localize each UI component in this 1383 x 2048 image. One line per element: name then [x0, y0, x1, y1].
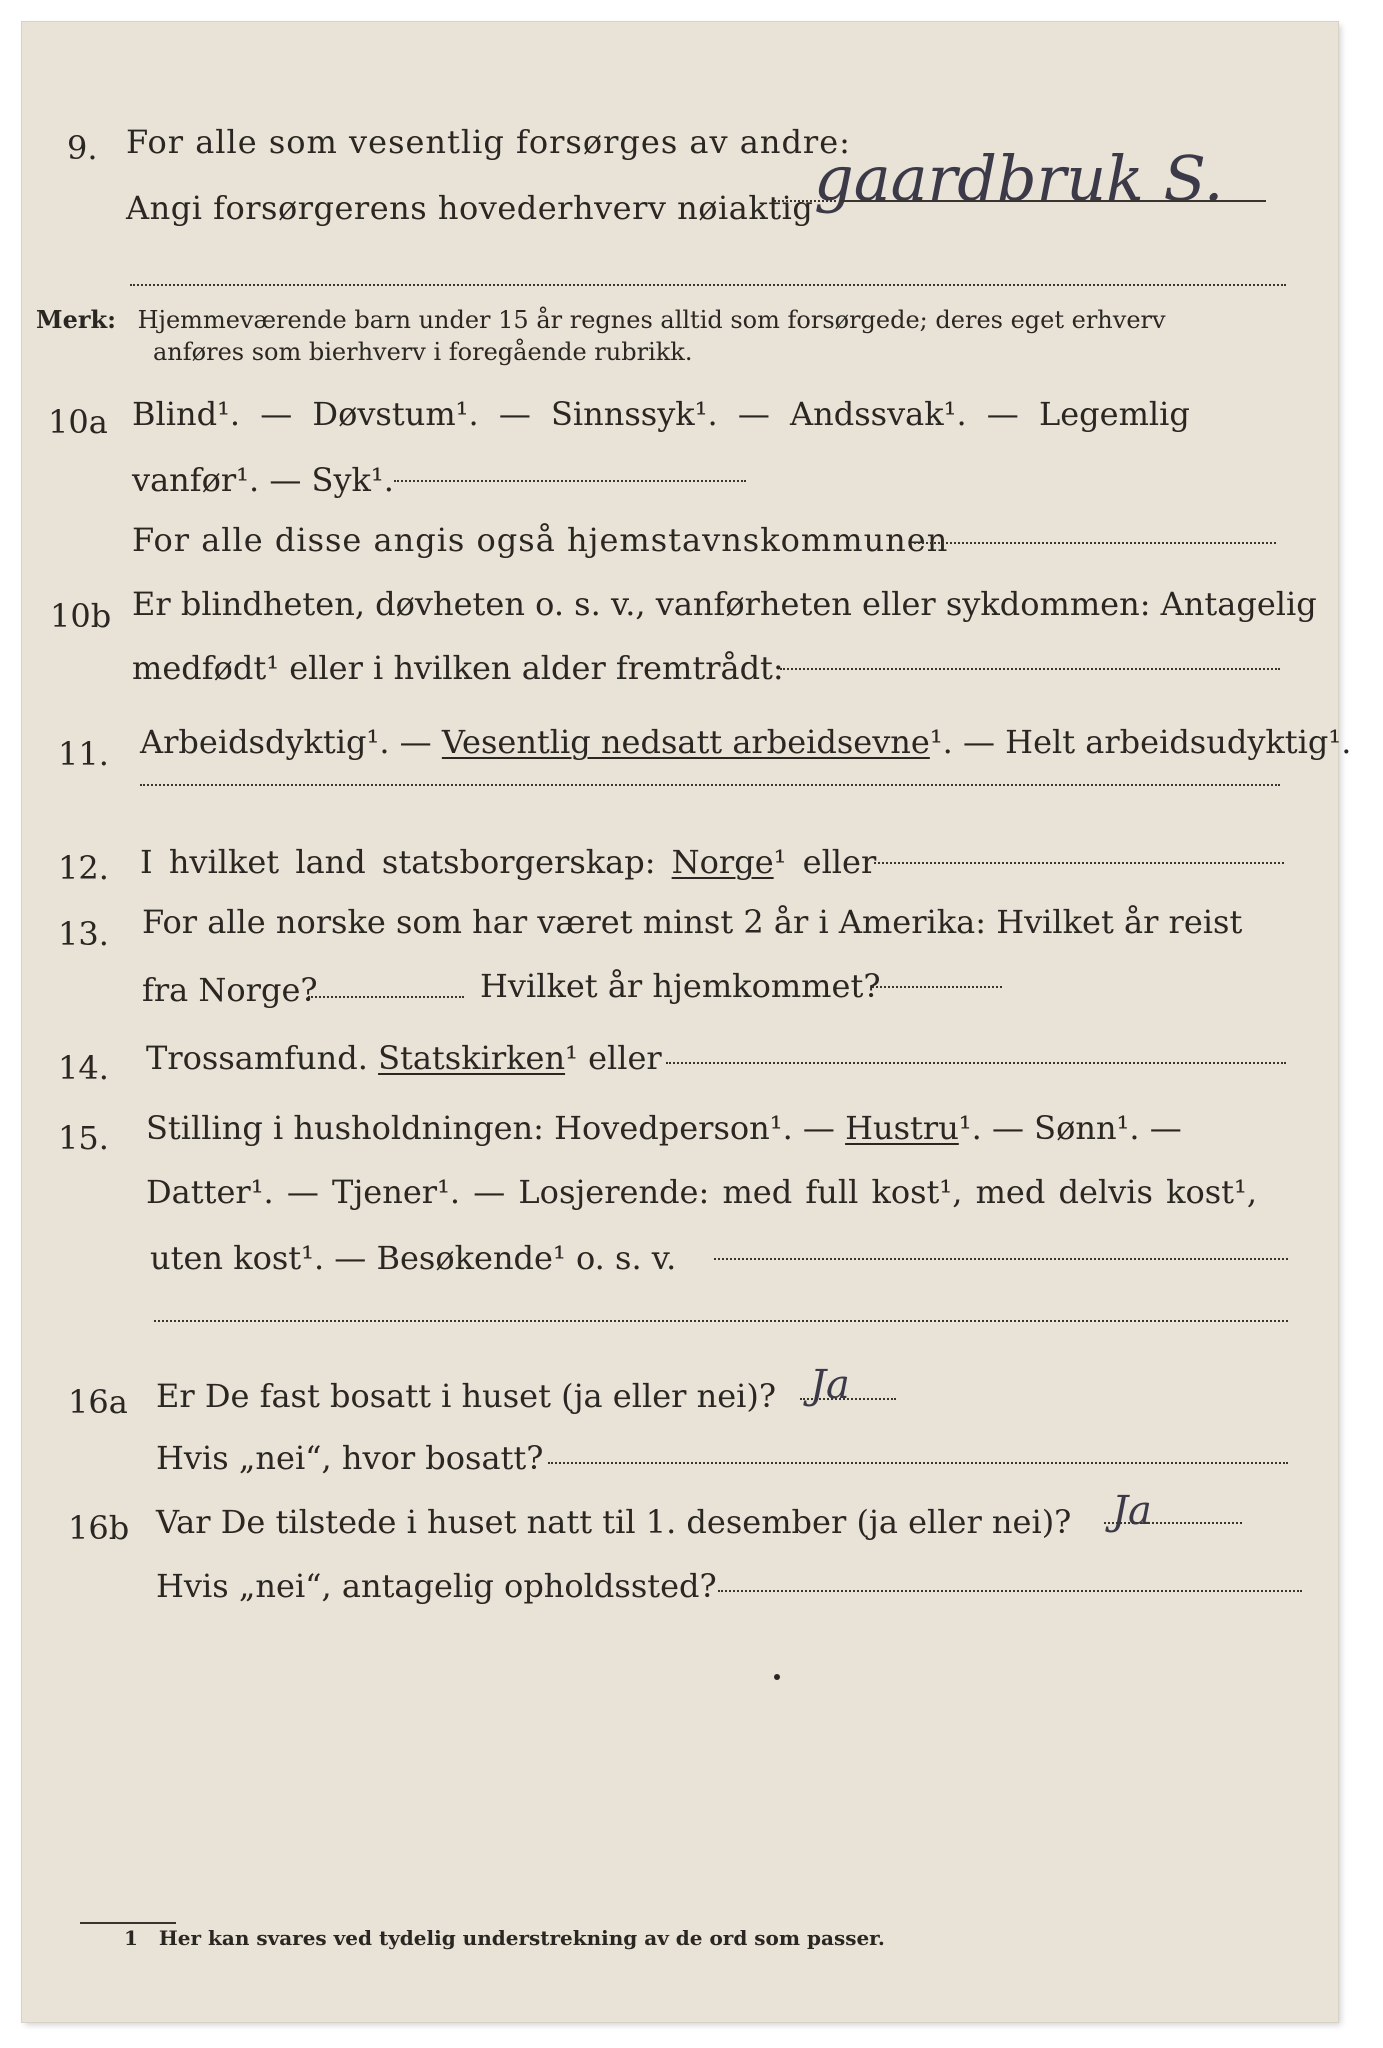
merk-line1 [36, 305, 1166, 334]
census-form-page [22, 22, 1352, 2022]
q15-number: 15. [58, 1119, 109, 1157]
q14-underlined-answer: Statskirken [378, 1039, 566, 1077]
q14-number: 14. [58, 1049, 109, 1087]
q15-blank-line [154, 1320, 1288, 1322]
q11-line [140, 723, 1352, 761]
q10a-line2: vanfør¹. — Syk¹. [132, 461, 394, 499]
footnote [124, 1926, 885, 1950]
q9-answer-underline [840, 200, 1266, 202]
q15-osv-dots [714, 1258, 1288, 1260]
q10b-line1: Er blindheten, døvheten o. s. v., vanførheten eller sykdommen: Antagelig [132, 585, 1317, 623]
q16a-line2: Hvis „nei“, hvor bosatt? [156, 1439, 544, 1477]
q12-part1: I hvilket land statsborgerskap: [140, 843, 672, 881]
footnote-text: Her kan svares ved tydelig understrekning av de ord som passer. [158, 1926, 885, 1950]
merk-text1: Hjemmeværende barn under 15 år regnes alltid som forsørgede; deres eget erhverv [137, 306, 1166, 334]
q9-number: 9. [67, 129, 98, 167]
q15-part1: Stilling i husholdningen: Hovedperson¹. — [146, 1109, 846, 1147]
q16b-opholdssted-dots [718, 1590, 1302, 1592]
q13-line2a: fra Norge? [142, 971, 318, 1009]
q9-blank-line [130, 284, 1286, 286]
q10b-line2: medfødt¹ eller i hvilken alder fremtrådt: [132, 649, 784, 687]
q14-line [146, 1039, 662, 1077]
q12-part3: ¹ eller [773, 843, 877, 881]
q14-eller-dots [666, 1062, 1286, 1064]
q10a-syk-dots [394, 480, 746, 482]
q10a-line3: For alle disse angis også hjemstavnskommunen [132, 521, 949, 559]
q10a-line1: Blind¹. — Døvstum¹. — Sinnssyk¹. — Andssvak¹. — Legemlig [132, 395, 1190, 433]
q16a-number: 16a [68, 1383, 128, 1421]
q10a-hjemstavn-dots [914, 542, 1276, 544]
q13-line1: For alle norske som har været minst 2 år i Amerika: Hvilket år reist [142, 903, 1243, 941]
q14-part3: ¹ eller [565, 1039, 662, 1077]
q11-blank-line [140, 784, 1280, 786]
q15-line1 [146, 1109, 1182, 1147]
q16a-answer-dots [800, 1398, 896, 1400]
q15-line2: Datter¹. — Tjener¹. — Losjerende: med full kost¹, med delvis kost¹, [146, 1173, 1258, 1211]
footnote-marker: 1 [124, 1926, 138, 1950]
q9-line1: For alle som vesentlig forsørges av andre: [126, 123, 851, 161]
q13-line2b: Hvilket år hjemkommet? [480, 967, 881, 1005]
q16a-line1: Er De fast bosatt i huset (ja eller nei)? [156, 1377, 777, 1415]
q15-part3: ¹. — Sønn¹. — [958, 1109, 1182, 1147]
q16b-answer-dots [1104, 1522, 1242, 1524]
q11-part3: ¹. — Helt arbeidsudyktig¹. [929, 723, 1352, 761]
q13-number: 13. [58, 915, 109, 953]
merk-line2: anføres som bierhverv i foregående rubrikk. [153, 338, 693, 366]
q9-handwritten-answer: gaardbruk S. [814, 142, 1224, 215]
q12-eller-dots [874, 862, 1284, 864]
merk-label: Merk: [36, 305, 116, 334]
q16b-number: 16b [68, 1509, 130, 1547]
q11-underlined-answer: Vesentlig nedsatt arbeidsevne [441, 723, 930, 761]
q11-part1: Arbeidsdyktig¹. — [140, 723, 442, 761]
q16a-handwritten-answer: Ja [810, 1362, 850, 1408]
q12-underlined-answer: Norge [671, 843, 774, 881]
q16a-bosatt-dots [548, 1462, 1288, 1464]
q12-number: 12. [58, 849, 109, 887]
q16b-handwritten-answer: Ja [1112, 1488, 1152, 1534]
q15-line3: uten kost¹. — Besøkende¹ o. s. v. [150, 1239, 677, 1277]
footnote-rule [80, 1922, 176, 1924]
q13-hjemkommet-dots [872, 986, 1002, 988]
q14-part1: Trossamfund. [146, 1039, 379, 1077]
q12-line [140, 843, 877, 881]
q15-underlined-answer: Hustru [845, 1109, 959, 1147]
stray-ink-mark [774, 1674, 780, 1680]
q10a-number: 10a [48, 403, 108, 441]
q10b-number: 10b [50, 597, 112, 635]
q9-line2: Angi forsørgerens hovederhverv nøiaktig [126, 189, 814, 227]
q13-reist-dots [308, 996, 464, 998]
q10b-alder-dots [780, 668, 1280, 670]
q16b-line2: Hvis „nei“, antagelig opholdssted? [156, 1567, 717, 1605]
q16b-line1: Var De tilstede i huset natt til 1. desember (ja eller nei)? [156, 1503, 1072, 1541]
q11-number: 11. [58, 735, 109, 773]
